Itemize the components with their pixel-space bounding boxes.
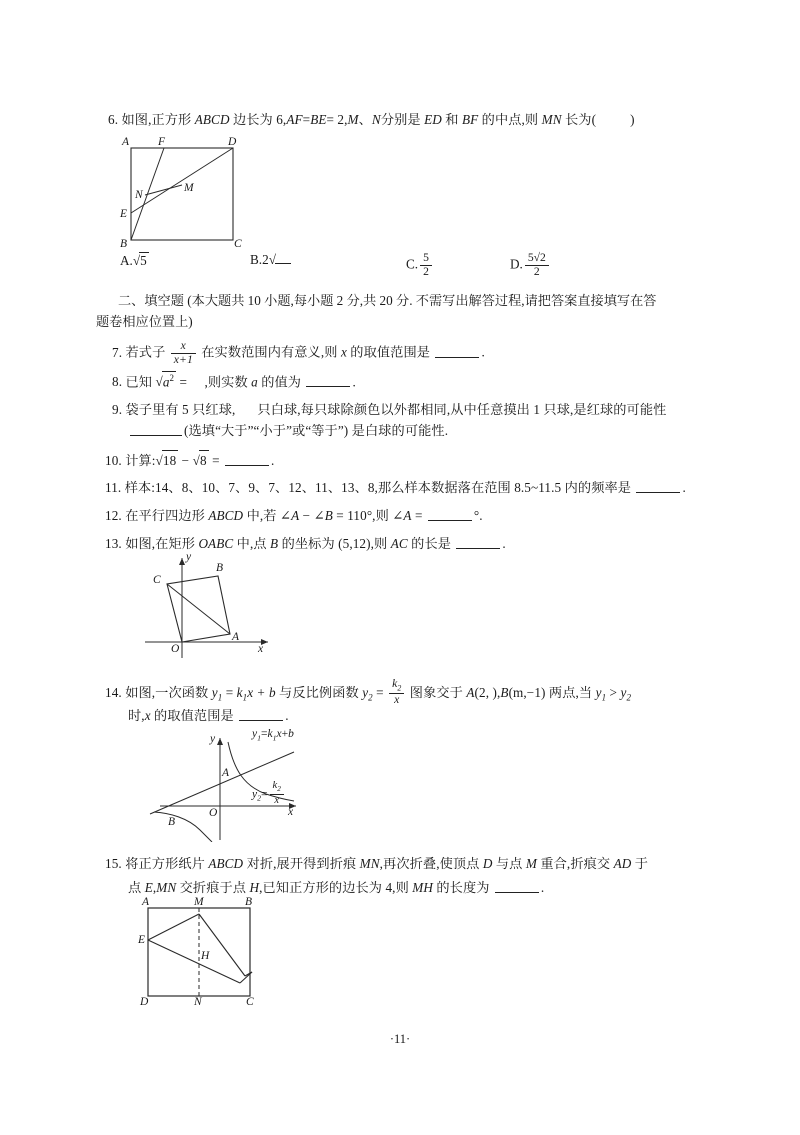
question-6-figure [118,136,278,250]
question-15-answer-blank[interactable] [495,881,539,893]
question-9 [112,400,732,420]
figure15-label-E: E [138,934,146,946]
question-12-answer-blank[interactable] [428,509,472,521]
question-15-d: D [482,856,493,871]
question-15-e: E [144,880,153,895]
question-7-text-d: . [481,344,485,360]
question-14-y1: y [211,684,218,700]
question-12-number: 12. [105,508,122,523]
question-6-choices [0,252,800,284]
question-14-x: x [144,708,151,723]
question-10-rad2: 8 [199,450,209,471]
question-8-text-b: = [176,374,191,390]
question-13-answer-blank[interactable] [456,537,500,549]
question-13-text-b: 中,点 [233,536,271,551]
question-14-y2: y [362,684,369,700]
page-number: ·11· [389,1032,411,1046]
question-15-line1-e: 重合,折痕交 [536,856,614,871]
question-7-text-a: 若式子 [125,344,169,360]
figure6-label-M: M [184,182,194,194]
question-8-text-a: 已知 [125,374,156,390]
question-8-answer-blank[interactable] [306,375,350,387]
question-6-eq2: = 2, [326,112,348,127]
question-13-oabc: OABC [198,536,234,551]
question-15-m: M [525,856,537,871]
question-7-answer-blank[interactable] [435,345,479,357]
question-15-line2-d: ,已知正方形的边长为 4,则 [259,880,413,895]
question-6-dun: 、 [358,112,372,127]
choice-C-key: C. [406,256,419,272]
figure13-label-C: C [153,574,161,586]
choice-C[interactable] [406,252,434,278]
question-14-A: A [466,684,475,700]
question-11-text-b: . [682,480,686,495]
question-14-gt: > [606,684,621,700]
question-7 [112,340,732,366]
question-12-A2: A [403,508,412,523]
question-14-eq2: = [372,684,388,700]
figure15-label-C: C [246,996,254,1008]
section-2-heading [96,290,732,333]
question-15-line2-a: 点 [128,880,145,895]
question-14-B: B [500,684,509,700]
question-9-line1-a: 袋子里有 5 只红球, [125,402,236,417]
figure13-label-A: A [232,631,240,643]
question-14-y1bsub: 1 [601,692,607,703]
question-14-line1-d: 两点,当 [545,684,596,700]
question-12-text-a: 在平行四边形 [125,508,209,523]
question-6-ed: ED [424,112,442,127]
question-10-minus: − [178,453,193,468]
figure15-label-A: A [142,896,150,908]
figure14-label-y: y [210,733,216,745]
figure13-label-B: B [216,562,224,574]
question-8-rad-exp: 2 [169,373,175,383]
question-14-line1-b: 与反比例函数 [275,684,363,700]
question-14-k1: k [236,684,243,700]
choice-D-num: 5√2 [525,252,549,266]
question-8: 8. 已知 $√a^2$ = ,则实数 a 的值为 . [112,371,732,393]
figure15-label-B: B [245,896,253,908]
figure6-label-A: A [122,136,130,148]
figure14-label-A: A [222,767,230,779]
question-6-bf: BF [461,112,479,127]
question-15-number: 15. [105,856,122,871]
question-7-text-b: 在实数范围内有意义,则 [197,344,341,360]
question-12-text-c: − ∠ [299,508,325,523]
question-14-answer-blank[interactable] [239,709,283,721]
question-6-eq1: = [302,112,311,127]
question-14 [105,678,785,706]
question-14-figure [148,728,348,842]
question-8-rad-arg: a [162,374,170,390]
question-8-text-e: . [352,374,356,390]
question-6-be: BE [310,112,327,127]
figure6-label-F: F [158,136,166,148]
question-14-frac-ksub: 2 [397,683,402,693]
question-12-text-e: = [411,508,426,523]
question-12-text-d: = 110°,则 ∠ [332,508,404,523]
question-13-figure [140,546,320,664]
question-15-mn: MN [359,856,380,871]
question-14-y1b: y [595,684,602,700]
figure13-label-y: y [186,551,192,563]
question-15-line2-e: 的长度为 [432,880,493,895]
question-15-ad: AD [613,856,632,871]
question-10: 10. 计算:√18 − √8 = . [105,450,725,471]
question-10-text-c: . [271,453,275,468]
question-7-x: x [340,344,347,360]
question-11-text-a: 样本:14、8、10、7、9、7、12、11、13、8,那么样本数据落在范围 8.5~11.5 内的频率是 [124,480,635,495]
choice-B-radicand [275,263,291,264]
question-9-line2-a: (选填“大于”“小于”或“等于”) 是白球的可能性. [184,423,449,438]
figure14-label-x: x [288,806,294,818]
question-15-abcd: ABCD [208,856,244,871]
figure15-label-D: D [140,996,149,1008]
figure15-label-N: N [194,996,202,1008]
question-15-h: H [249,880,260,895]
choice-D-key: D. [510,256,523,272]
question-10-text-a: 计算: [125,453,156,468]
choice-D[interactable] [510,252,551,278]
question-6-n: N [371,112,381,127]
question-12-text-b: 中,若 ∠ [243,508,292,523]
question-14-eq: = [222,684,237,700]
question-15-mh: MH [412,880,433,895]
question-10-answer-blank[interactable] [225,454,269,466]
question-14-xb: x + b [247,684,276,700]
choice-B-key: B. [250,252,263,267]
question-14-number: 14. [105,684,122,700]
question-15-line1-b: 对折,展开得到折痕 [243,856,360,871]
choice-D-den: 2 [533,264,540,278]
question-7-frac-den: x+1 [173,352,193,366]
question-14-k1sub: 1 [242,692,248,703]
question-14-y2sub: 2 [368,692,373,703]
question-15-line1-a: 将正方形纸片 [125,856,209,871]
question-14-B-coord: (m,−1) [508,684,546,700]
question-15-line2-c: 交折痕于点 [176,880,250,895]
question-8-text-c: ,则实数 [204,374,252,390]
figure15-label-M: M [194,896,204,908]
figure13-label-O: O [171,643,180,655]
question-7-frac-num: x [171,340,196,354]
question-14-line2-a: 时, [128,708,145,723]
figure14-label-O: O [209,807,218,819]
question-9-answer-blank[interactable] [130,424,182,436]
question-12-B1: B [324,508,333,523]
question-14-y2b: y [620,684,627,700]
question-13-number: 13. [105,536,122,551]
question-6-text-b: 边长为 6, [229,112,287,127]
question-14-line2 [128,706,748,726]
question-7-number: 7. [112,344,123,360]
choice-C-den: 2 [423,264,429,278]
question-8-a: a [251,374,258,390]
question-9-line1-b: 只白球,每只球除颜色以外都相同,从中任意摸出 1 只球,是红球的可能性 [257,402,667,417]
question-12-abcd: ABCD [208,508,244,523]
question-15-line1-f: 于 [631,856,649,871]
question-14-A-coord: (2, ) [474,684,497,700]
choice-B[interactable]: B.2√ [250,252,291,268]
figure13-label-x: x [258,643,264,655]
question-14-frac-k: k [392,677,398,690]
figure6-label-E: E [120,208,128,220]
choice-A-key: A. [120,253,133,268]
question-12 [105,506,725,526]
question-6-abcd: ABCD [194,112,230,127]
question-6-text-d: 和 [441,112,462,127]
figure6-label-C: C [234,238,242,250]
question-15-line2-f: . [540,880,545,895]
question-8-text-d: 的值为 [257,374,305,390]
question-15-line2-b: , [152,880,157,895]
question-10-text-b: = [208,453,224,468]
question-15-mn2: MN [156,880,177,895]
question-9-line2 [128,421,748,441]
question-14-line1-a: 如图,一次函数 [125,684,212,700]
question-9-number: 9. [112,402,123,417]
question-13-b: B [270,536,279,551]
question-6-text-a: 如图,正方形 [121,112,195,127]
question-15-figure [140,898,320,1010]
figure15-label-H: H [201,950,210,962]
figure14-hyperbola-equation: $y_2=$ $\frac{k_2}{x}$ [252,780,286,806]
choice-C-num: 5 [420,252,432,266]
question-15-line2 [128,878,788,898]
question-6-af: AF [286,112,303,127]
section-2-line1: 二、填空题 (本大题共 10 小题,每小题 2 分,共 20 分. 不需写出解答过程,请把答案直接填写在答 [118,293,657,308]
question-6 [108,110,708,130]
choice-A-radicand: 5 [140,253,147,268]
question-6-text-e: 的中点,则 [478,112,542,127]
figure6-label-B: B [120,238,128,250]
question-6-text-f: 长为( [561,112,597,127]
question-6-text-g: ) [630,112,635,127]
section-2-line2: 题卷相应位置上) [96,314,193,330]
question-13-text-a: 如图,在矩形 [125,536,199,551]
question-15 [105,854,795,874]
question-13-text-c: 的坐标为 (5,12),则 [278,536,391,551]
question-14-line2-c: . [285,708,289,723]
question-7-text-c: 的取值范围是 [346,344,434,360]
question-6-text-c: 分别是 [380,112,425,127]
question-14-line1-c: 图象交于 [406,684,467,700]
question-14-frac-den: x [394,692,400,706]
question-14-comma: , [497,684,501,700]
figure14-label-B: B [168,816,176,828]
question-10-rad1: 18 [162,450,178,471]
choice-B-coef: 2 [262,252,269,267]
figure14-line-equation: $y_1=k_1x+b$ [252,728,294,743]
question-12-A1: A [291,508,300,523]
question-11-number: 11. [105,480,122,495]
figure6-label-D: D [228,136,237,148]
question-13-text-e: . [502,536,506,551]
question-15-line1-d: 与点 [492,856,526,871]
question-6-number: 6. [108,112,119,127]
question-13-ac: AC [390,536,408,551]
question-13-text-d: 的长是 [407,536,455,551]
question-8-number: 8. [112,374,123,390]
question-15-line1-c: ,再次折叠,使顶点 [379,856,483,871]
question-6-mn: MN [541,112,562,127]
question-14-y2bsub: 2 [626,692,632,703]
question-11 [105,478,785,498]
question-12-text-f: °. [473,508,483,523]
question-14-y1sub: 1 [217,692,223,703]
question-6-m: M [347,112,359,127]
figure6-label-N: N [135,189,143,201]
question-10-number: 10. [105,453,122,468]
question-14-line2-b: 的取值范围是 [150,708,238,723]
question-11-answer-blank[interactable] [636,481,680,493]
choice-A[interactable]: A.√5 [120,253,147,268]
